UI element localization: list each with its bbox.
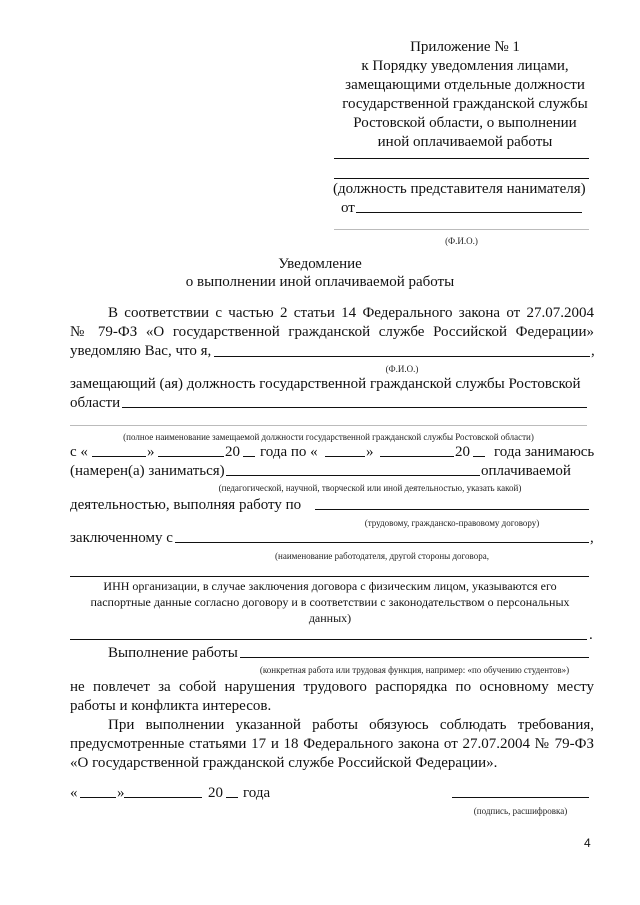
contract-type-line[interactable] — [315, 509, 589, 510]
appendix-title: Приложение № 1 — [410, 39, 520, 55]
intend-text: (намерен(а) заниматься) — [70, 463, 225, 479]
date-to-close: » — [366, 444, 374, 460]
inn-line: данных) — [308, 611, 352, 625]
from-name-line[interactable] — [356, 212, 582, 213]
date-to-day[interactable] — [325, 456, 365, 457]
body-line: уведомляю Вас, что я, — [70, 343, 212, 359]
body-line: При выполнении указанной работы обязуюсь соблюдать требования, — [108, 717, 594, 733]
work-label: Выполнение работы — [108, 645, 238, 661]
body-line: замещающий (ая) должность государственной гражданской службы Ростовской — [70, 376, 581, 392]
activity-type-line[interactable] — [226, 475, 480, 476]
employer-name-line[interactable] — [175, 542, 589, 543]
body-line: В соответствии с частью 2 статьи 14 Федерального закона от 27.07.2004 — [108, 305, 594, 321]
document-subtitle: о выполнении иной оплачиваемой работы — [185, 274, 455, 290]
date-from-year[interactable] — [243, 456, 255, 457]
body-line: № 79-ФЗ «О государственной гражданской службе Российской Федерации» — [70, 324, 594, 340]
inn-line: ИНН организации, в случае заключения договора с физическим лицом, указываются его — [103, 579, 557, 593]
activity-text: деятельностью, выполняя работу по — [70, 497, 302, 513]
position-line-1[interactable] — [122, 407, 587, 408]
sign-date-close: » — [117, 785, 125, 801]
concluded-text: заключенному с — [70, 530, 173, 546]
from-label: от — [341, 200, 355, 216]
employer-line-1[interactable] — [334, 158, 589, 159]
date-to-year-prefix: 20 — [455, 444, 470, 460]
inn-data-line[interactable] — [70, 639, 587, 640]
signature-caption: (подпись, расшифровка) — [473, 806, 568, 816]
employer-caption: (должность представителя нанимателя) — [333, 181, 586, 197]
body-line: работы и конфликта интересов. — [70, 698, 272, 714]
header-line: государственной гражданской службы — [342, 96, 588, 112]
contract-caption: (трудовому, гражданско-правовому договору) — [364, 518, 540, 528]
comma: , — [591, 343, 595, 359]
date-to-year[interactable] — [473, 456, 485, 457]
body-line: области — [70, 395, 121, 411]
work-description-line[interactable] — [240, 657, 589, 658]
period: . — [589, 627, 593, 643]
fio-caption-body: (Ф.И.О.) — [385, 364, 419, 374]
fio-line[interactable] — [214, 356, 590, 357]
date-from-close: » — [147, 444, 155, 460]
sign-year[interactable] — [226, 797, 238, 798]
body-line: не повлечет за собой нарушения трудового распорядка по основному месту — [70, 679, 594, 695]
sign-day[interactable] — [80, 797, 116, 798]
date-from-month[interactable] — [158, 456, 224, 457]
sign-year-prefix: 20 — [208, 785, 223, 801]
employer-line-2[interactable] — [334, 178, 589, 179]
date-from-day[interactable] — [92, 456, 146, 457]
employer-details-line[interactable] — [70, 576, 589, 577]
sign-date-open: « — [70, 785, 78, 801]
inn-line: паспортные данные согласно договору и в соответствии с законодательством о персональных — [90, 595, 570, 609]
body-line: «О государственной гражданской службе Российской Федерации». — [70, 755, 498, 771]
document-title: Уведомление — [278, 256, 362, 272]
header-line: иной оплачиваемой работы — [377, 134, 553, 150]
activity-caption: (педагогической, научной, творческой или иной деятельностью, указать какой) — [218, 483, 522, 493]
header-line: к Порядку уведомления лицами, — [361, 58, 569, 74]
header-line: Ростовской области, о выполнении — [353, 115, 577, 131]
fio-caption: (Ф.И.О.) — [445, 236, 478, 246]
comma-2: , — [590, 530, 594, 546]
date-to-end: года занимаюсь — [494, 444, 595, 460]
employer-name-caption: (наименование работодателя, другой стороны договора, — [275, 551, 489, 561]
header-line: замещающими отдельные должности — [345, 77, 585, 93]
position-caption: (полное наименование замещаемой должности государственной гражданской службы Ростовской области) — [123, 432, 534, 442]
date-from-open: с « — [70, 444, 88, 460]
work-caption: (конкретная работа или трудовая функция, например: «по обучению студентов») — [259, 665, 570, 675]
signature-line[interactable] — [452, 797, 589, 798]
sign-year-word: года — [243, 785, 271, 801]
position-line-2[interactable] — [70, 425, 587, 426]
body-line: предусмотренные статьями 17 и 18 Федерального закона от 27.07.2004 № 79-ФЗ — [70, 736, 594, 752]
from-name-line-2[interactable] — [334, 229, 589, 230]
sign-month[interactable] — [124, 797, 202, 798]
paid-text: оплачиваемой — [481, 463, 571, 479]
date-to-label: года по « — [260, 444, 318, 460]
date-from-year-prefix: 20 — [225, 444, 240, 460]
page-number: 4 — [584, 836, 591, 850]
date-to-month[interactable] — [380, 456, 454, 457]
